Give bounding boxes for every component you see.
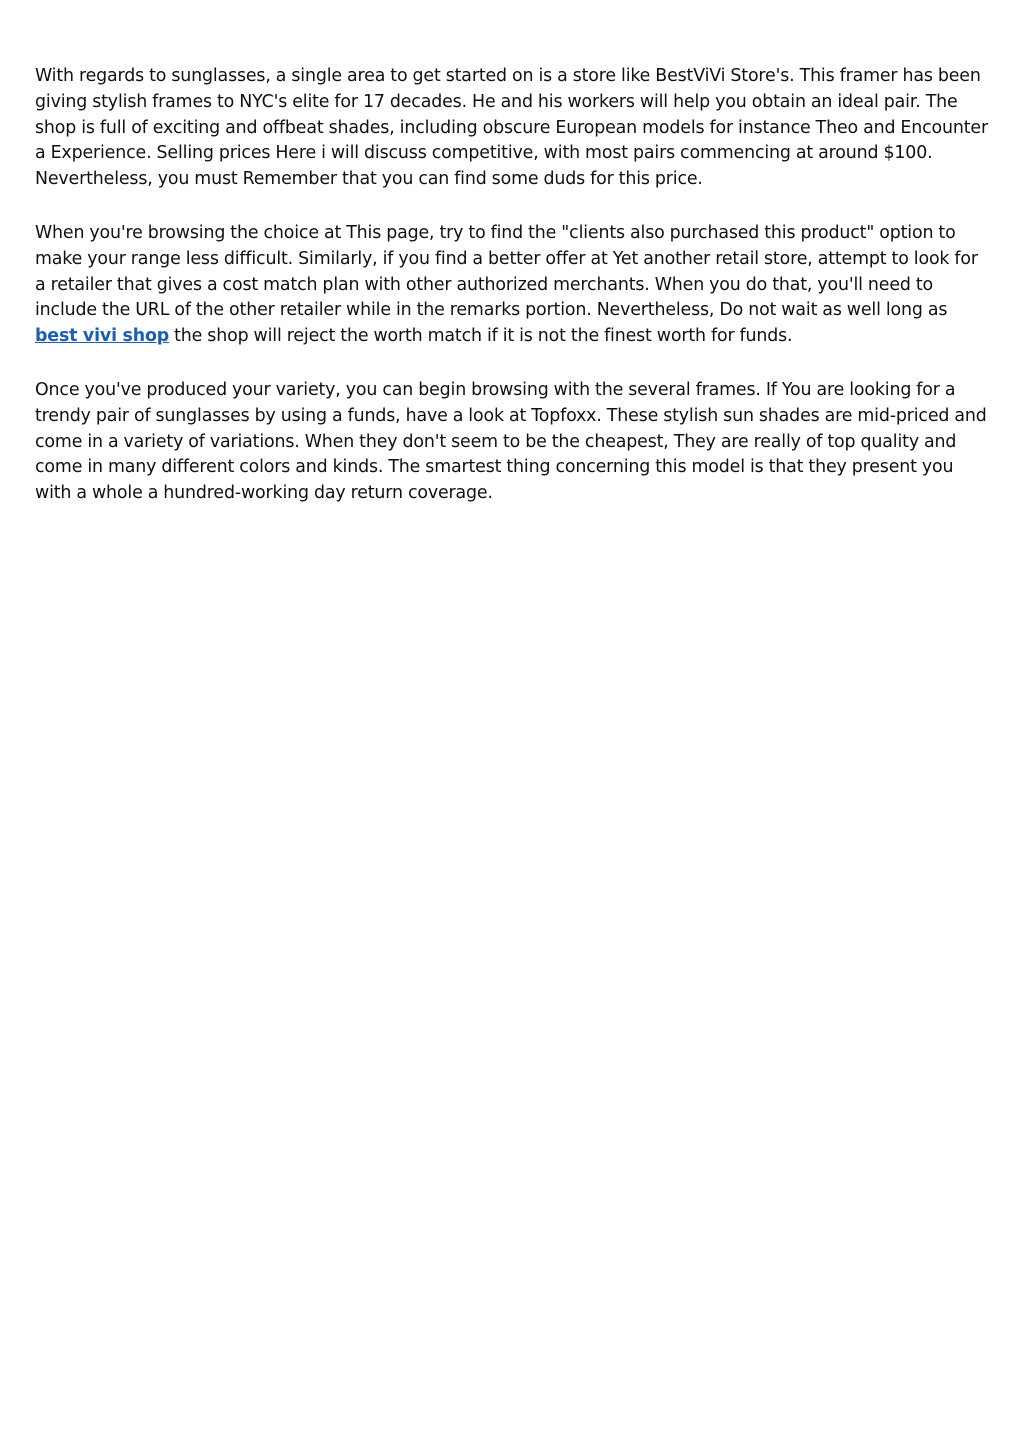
paragraph-3-text: Once you've produced your variety, you can begin browsing with the several frames. If You are looking for a trendy pair of sunglasses by using a funds, have a look at Topfoxx. These stylish sun shades are mid-priced and come in a variety of variations. When they don't seem to be the cheapest, They are really of top quality and come in many different colors and kinds. The smartest thing concerning this model is that they present you with a whole a hundred-working day return coverage. [35,379,987,504]
paragraph-2-text-after: the shop will reject the worth match if it is not the finest worth for funds. [169,326,793,347]
paragraph-2-text-before: When you're browsing the choice at This page, try to find the "clients also purchased this product" option to make your range less difficult. Similarly, if you find a better offer at Yet another retail store, attempt to look for a retailer that gives a cost match plan with other authorized merchants. When you do that, you'll need to include the URL of the other retailer while in the remarks portion. Nevertheless, Do not wait as well long as [35,222,978,321]
document-body [35,64,993,535]
paragraph-1 [35,64,993,193]
paragraph-2 [35,221,993,350]
paragraph-3 [35,378,993,507]
paragraph-1-text: With regards to sunglasses, a single area to get started on is a store like BestViVi Store's. This framer has been giving stylish frames to NYC's elite for 17 decades. He and his workers will help you obtain an ideal pair. The shop is full of exciting and offbeat shades, including obscure European models for instance Theo and Encounter a Experience. Selling prices Here i will discuss competitive, with most pairs commencing at around $100. Nevertheless, you must Remember that you can find some duds for this price. [35,66,988,190]
best-vivi-shop-link[interactable]: best vivi shop [35,326,170,347]
